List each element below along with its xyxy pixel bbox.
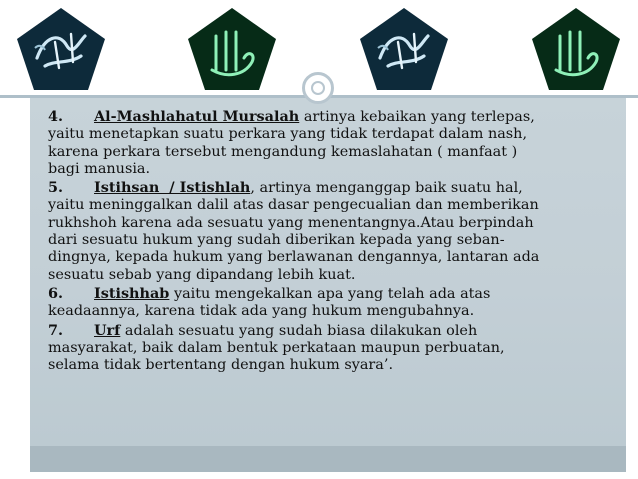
list-item: 7. Urf adalah sesuatu yang sudah biasa dilakukan oleh masyarakat, baik dalam bentuk perkataan maupun perbuatan, selama tidak bertentang dengan hukum syara’. (48, 321, 505, 374)
body-text (48, 108, 618, 375)
muhammad-calligraphy-icon (358, 6, 450, 92)
allah-calligraphy-icon (530, 6, 622, 92)
list-item: 5. Istihsan / Istishlah, artinya menganggap baik suatu hal, yaitu meninggalkan dalil atas dasar pengecualian dan memberikan rukhshoh karena ada sesuatu yang menentangnya.Atau berpindah dari sesuatu hukum yang sudah diberikan kepada yang seban- dingnya, kepada hukum yang berlawanan dengannya, lantaran ada sesuatu sebab yang dipandang lebih kuat. (48, 179, 540, 283)
item-number: 7. (48, 321, 64, 339)
item-number: 4. (48, 108, 64, 125)
item-number: 5. (48, 179, 64, 197)
list-item: 6. Istishhab yaitu mengekalkan apa yang telah ada atas keadaannya, karena tidak ada yang hukum mengubahnya. (48, 284, 491, 320)
bottom-bar (30, 446, 626, 472)
left-margin (0, 98, 30, 479)
list-item: 4. Al-Mashlahatul Mursalah artinya kebaikan yang terlepas, yaitu menetapkan suatu perkara yang tidak terdapat dalam nash, karena perkara tersebut mengandung kemaslahatan ( manfaat ) bagi manusia. (48, 108, 535, 177)
item-term: Al-Mashlahatul Mursalah (94, 108, 300, 125)
allah-calligraphy-icon (186, 6, 278, 92)
item-term: Urf (94, 321, 121, 339)
item-term: Istihsan / Istishlah (94, 179, 251, 197)
ring-ornament-icon (302, 72, 334, 104)
item-number: 6. (48, 284, 64, 302)
item-term: Istishhab (94, 284, 170, 302)
muhammad-calligraphy-icon (15, 6, 107, 92)
